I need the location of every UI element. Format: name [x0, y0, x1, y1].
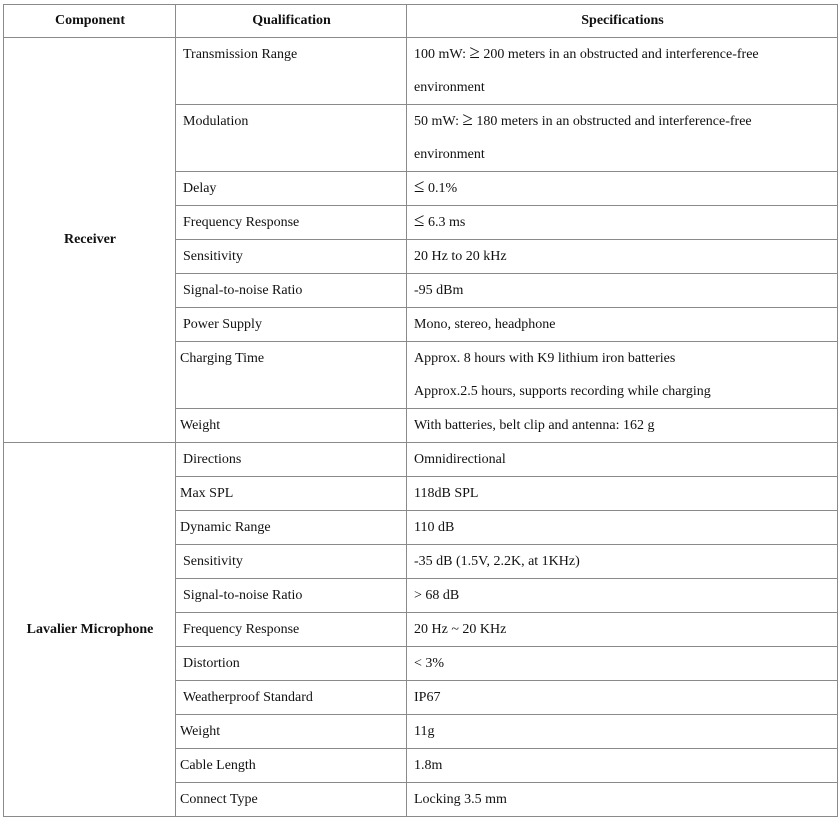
- specification-cell: [407, 681, 838, 715]
- specification-cell: [407, 749, 838, 783]
- specification-cell: [407, 545, 838, 579]
- specification-line: 118dB SPL: [414, 486, 479, 501]
- specification-cell: [407, 206, 838, 240]
- specification-line: 110 dB: [414, 520, 455, 535]
- header-qualification: Qualification: [176, 5, 407, 38]
- qualification-cell: Dynamic Range: [176, 511, 407, 545]
- specification-cell: [407, 172, 838, 206]
- specification-line: 11g: [414, 724, 435, 739]
- qualification-cell: Modulation: [176, 105, 407, 172]
- qualification-cell: Weatherproof Standard: [176, 681, 407, 715]
- specification-cell: [407, 105, 838, 172]
- specification-cell: [407, 409, 838, 443]
- specification-line: 20 Hz to 20 kHz: [414, 249, 507, 264]
- qualification-cell: Cable Length: [176, 749, 407, 783]
- table-row: [4, 443, 838, 477]
- qualification-cell: Signal-to-noise Ratio: [176, 274, 407, 308]
- qualification-cell: Charging Time: [176, 342, 407, 409]
- qualification-cell: Weight: [176, 715, 407, 749]
- table-row: [4, 38, 838, 105]
- specification-cell: [407, 477, 838, 511]
- specification-line: < 3%: [414, 656, 445, 671]
- specification-line: environment: [414, 80, 485, 95]
- qualification-cell: Sensitivity: [176, 240, 407, 274]
- specification-cell: [407, 579, 838, 613]
- specification-line: 1.8m: [414, 758, 443, 773]
- less-equal-symbol: ≤: [414, 176, 425, 197]
- specification-cell: [407, 38, 838, 105]
- header-row: [4, 5, 838, 38]
- qualification-cell: Transmission Range: [176, 38, 407, 105]
- specification-line: 20 Hz ~ 20 KHz: [414, 622, 507, 637]
- qualification-cell: Frequency Response: [176, 613, 407, 647]
- specification-line: > 68 dB: [414, 588, 460, 603]
- qualification-cell: Power Supply: [176, 308, 407, 342]
- spec-table: [3, 4, 838, 817]
- specification-cell: [407, 613, 838, 647]
- specification-cell: [407, 511, 838, 545]
- specification-cell: [407, 647, 838, 681]
- specification-line: 100 mW: ≥ 200 meters in an obstructed and interference-free: [414, 42, 759, 63]
- specification-line: Approx.2.5 hours, supports recording while charging: [414, 384, 711, 399]
- component-cell: Lavalier Microphone: [4, 443, 176, 817]
- qualification-cell: Max SPL: [176, 477, 407, 511]
- specification-cell: [407, 342, 838, 409]
- header-component: Component: [4, 5, 176, 38]
- specification-line: Omnidirectional: [414, 452, 506, 467]
- specification-line: IP67: [414, 690, 441, 705]
- greater-equal-symbol: ≥: [469, 42, 480, 63]
- specification-cell: [407, 240, 838, 274]
- specification-line: -35 dB (1.5V, 2.2K, at 1KHz): [414, 554, 580, 569]
- qualification-cell: Sensitivity: [176, 545, 407, 579]
- specification-cell: [407, 308, 838, 342]
- qualification-cell: Directions: [176, 443, 407, 477]
- specification-line: ≤ 6.3 ms: [414, 210, 466, 231]
- qualification-cell: Weight: [176, 409, 407, 443]
- specification-line: Locking 3.5 mm: [414, 792, 507, 807]
- header-specifications: Specifications: [407, 5, 838, 38]
- specification-line: -95 dBm: [414, 283, 464, 298]
- component-cell: Receiver: [4, 38, 176, 443]
- specification-line: Mono, stereo, headphone: [414, 317, 556, 332]
- specification-line: With batteries, belt clip and antenna: 162 g: [414, 418, 655, 433]
- specification-cell: [407, 783, 838, 817]
- specification-cell: [407, 443, 838, 477]
- specification-line: environment: [414, 147, 485, 162]
- specification-cell: [407, 715, 838, 749]
- specification-line: Approx. 8 hours with K9 lithium iron batteries: [414, 351, 676, 366]
- greater-equal-symbol: ≥: [462, 109, 473, 130]
- specification-line: ≤ 0.1%: [414, 176, 458, 197]
- qualification-cell: Frequency Response: [176, 206, 407, 240]
- qualification-cell: Signal-to-noise Ratio: [176, 579, 407, 613]
- qualification-cell: Distortion: [176, 647, 407, 681]
- specification-cell: [407, 274, 838, 308]
- qualification-cell: Connect Type: [176, 783, 407, 817]
- specification-line: 50 mW: ≥ 180 meters in an obstructed and interference-free: [414, 109, 752, 130]
- less-equal-symbol: ≤: [414, 210, 425, 231]
- qualification-cell: Delay: [176, 172, 407, 206]
